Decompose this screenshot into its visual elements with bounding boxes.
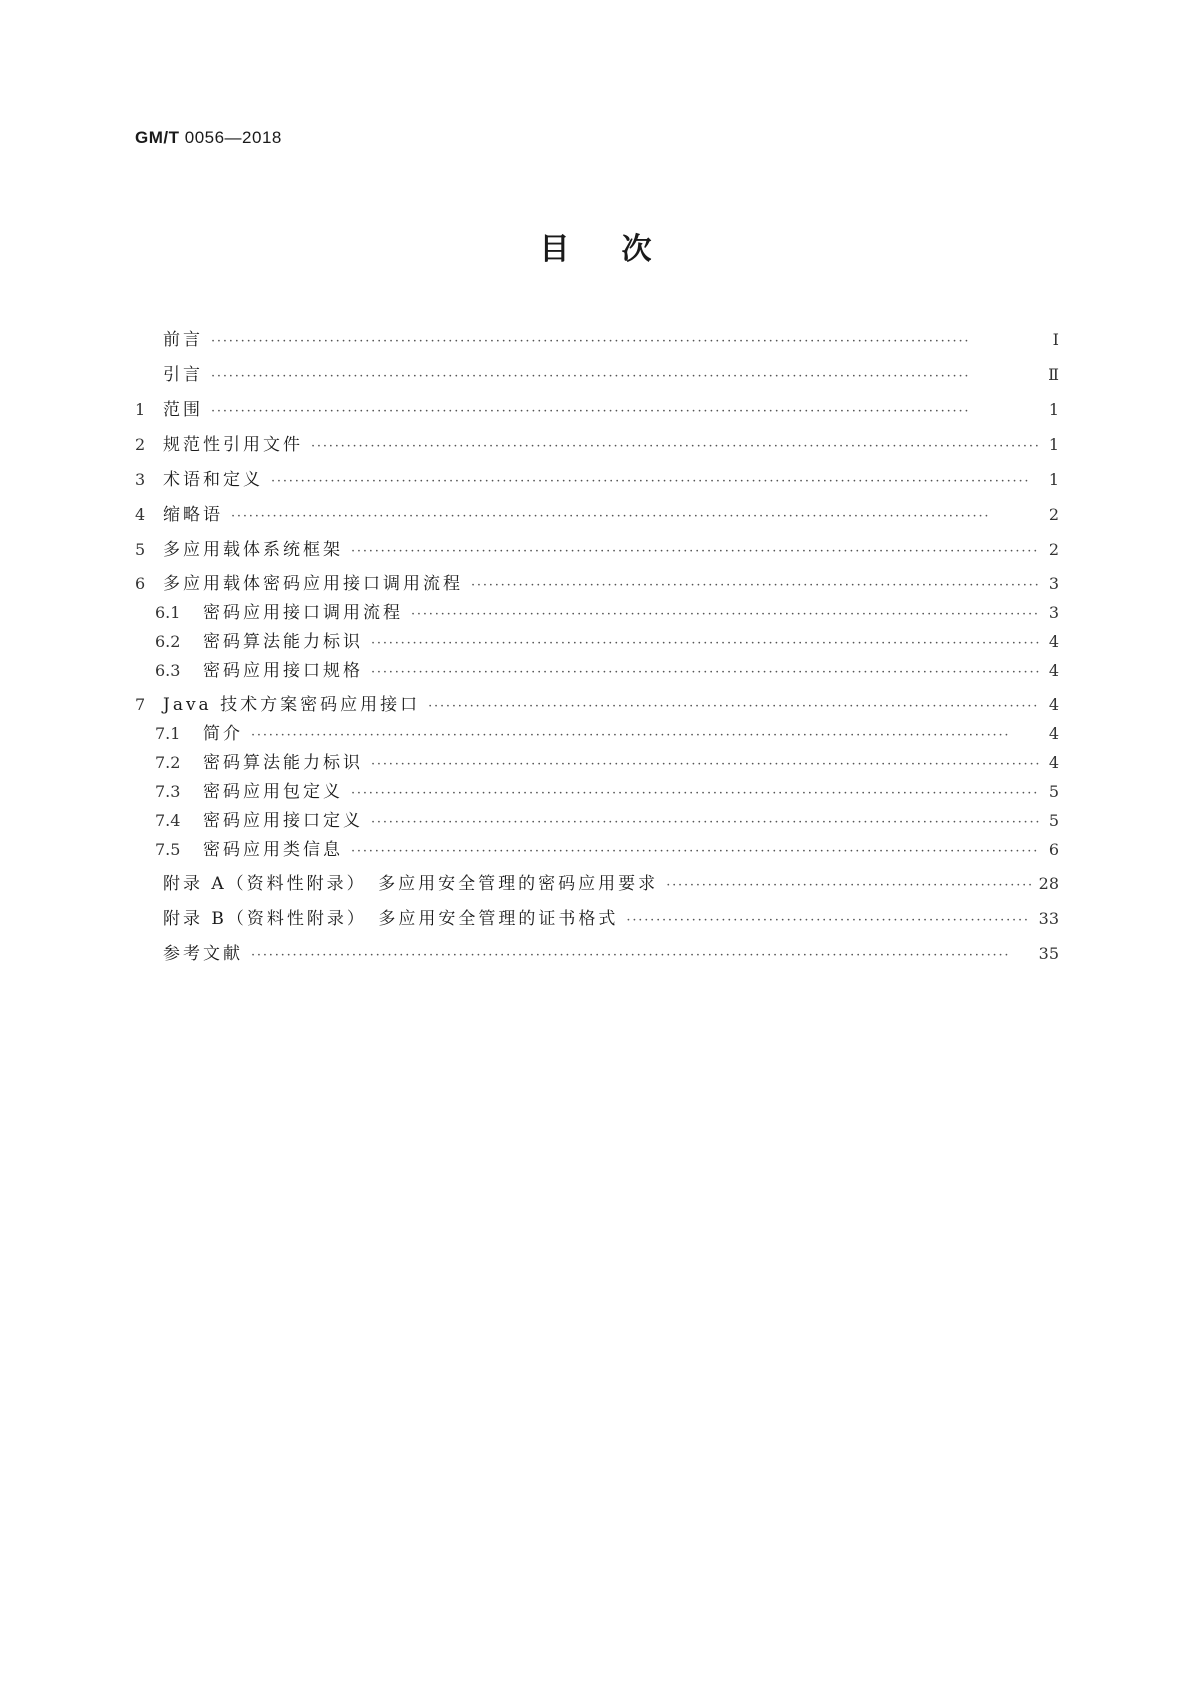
toc-entry-title: 密码应用类信息	[203, 840, 343, 860]
toc-entry-page: 3	[1048, 574, 1059, 593]
toc-subentry[interactable]	[155, 628, 1059, 656]
toc-entry[interactable]	[135, 431, 1059, 459]
toc-entry[interactable]	[135, 536, 1059, 564]
toc-entry-page: 1	[1048, 400, 1059, 419]
standard-prefix: GM/T	[135, 128, 180, 147]
toc-entry[interactable]	[135, 870, 1059, 898]
toc-entry-page: 1	[1048, 470, 1059, 489]
toc-entry-title: 密码应用接口规格	[203, 661, 363, 681]
toc-entry-title: 多应用载体系统框架	[163, 540, 343, 560]
toc-entry[interactable]	[135, 691, 1059, 719]
toc-entry-page: Ⅰ	[1052, 330, 1059, 349]
toc-entry-page: 5	[1048, 811, 1059, 830]
toc-entry-page: 3	[1048, 603, 1059, 622]
toc-entry-number: 2	[135, 435, 146, 454]
toc-entry-page: 5	[1048, 782, 1059, 801]
toc-entry-title: 附录 A（资料性附录） 多应用安全管理的密码应用要求	[163, 874, 659, 894]
toc-leader-dots	[626, 907, 1030, 935]
toc-leader-dots	[371, 809, 1039, 837]
toc-leader-dots	[271, 468, 1039, 496]
toc-subentry[interactable]	[155, 836, 1059, 864]
toc-entry-page: 4	[1048, 724, 1059, 743]
toc-subentry[interactable]	[155, 720, 1059, 748]
toc-leader-dots	[251, 942, 1031, 970]
toc-leader-dots	[428, 693, 1039, 721]
toc-leader-dots	[251, 722, 1039, 750]
toc-entry-number: 6	[135, 574, 146, 593]
toc-entry-title: 简介	[203, 724, 243, 744]
toc-leader-dots	[231, 503, 1039, 531]
toc-entry-number: 7	[135, 695, 146, 714]
document-header	[135, 128, 282, 148]
toc-subentry[interactable]	[155, 778, 1059, 806]
toc-entry-title: 规范性引用文件	[163, 435, 303, 455]
toc-subentry[interactable]	[155, 749, 1059, 777]
toc-leader-dots	[371, 659, 1039, 687]
toc-entry-number: 1	[135, 400, 146, 419]
toc-entry-number: 7.1	[155, 724, 181, 743]
toc-entry-number: 5	[135, 540, 146, 559]
toc-entry-number: 6.1	[155, 603, 181, 622]
toc-entry-number: 7.4	[155, 811, 181, 830]
toc-entry[interactable]	[135, 570, 1059, 598]
toc-entry[interactable]	[135, 940, 1059, 968]
toc-entry-number: 7.5	[155, 840, 181, 859]
toc-entry-page: 6	[1048, 840, 1059, 859]
toc-entry-page: 4	[1048, 661, 1059, 680]
toc-entry[interactable]	[135, 396, 1059, 424]
toc-entry[interactable]	[135, 466, 1059, 494]
toc-entry-page: 28	[1038, 874, 1059, 893]
toc-entry-page: 4	[1048, 695, 1059, 714]
toc-entry-number: 3	[135, 470, 146, 489]
toc-entry-title: 缩略语	[163, 505, 223, 525]
toc-entry-number: 7.2	[155, 753, 181, 772]
toc-entry-title: 前言	[163, 330, 203, 350]
toc-subentry[interactable]	[155, 807, 1059, 835]
toc-entry-title: 密码应用接口调用流程	[203, 603, 403, 623]
toc-entry-title: 引言	[163, 365, 203, 385]
toc-entry-number: 7.3	[155, 782, 181, 801]
toc-entry-title: Java 技术方案密码应用接口	[163, 695, 421, 715]
toc-leader-dots	[351, 780, 1039, 808]
standard-number: 0056—2018	[184, 128, 282, 147]
toc-leader-dots	[371, 751, 1039, 779]
toc-entry-page: 33	[1038, 909, 1059, 928]
toc-entry-title: 范围	[163, 400, 203, 420]
toc-entry-title: 密码算法能力标识	[203, 753, 363, 773]
toc-entry-number: 6.3	[155, 661, 181, 680]
toc-entry-number: 6.2	[155, 632, 181, 651]
toc-leader-dots	[211, 398, 1039, 426]
toc-leader-dots	[666, 872, 1030, 900]
toc-leader-dots	[411, 601, 1039, 629]
toc-subentry[interactable]	[155, 599, 1059, 627]
toc-subentry[interactable]	[155, 657, 1059, 685]
toc-entry-page: 1	[1048, 435, 1059, 454]
toc-entry-page: 2	[1048, 505, 1059, 524]
toc-leader-dots	[471, 572, 1039, 600]
toc-entry-page: 4	[1048, 753, 1059, 772]
toc-entry-title: 密码应用包定义	[203, 782, 343, 802]
toc-entry-title: 参考文献	[163, 944, 243, 964]
toc-entry[interactable]	[135, 326, 1059, 354]
toc-entry-title: 密码算法能力标识	[203, 632, 363, 652]
toc-entry-page: 4	[1048, 632, 1059, 651]
toc-entry-page: 35	[1038, 944, 1059, 963]
page-title: 目次	[539, 232, 704, 267]
toc-entry-title: 附录 B（资料性附录） 多应用安全管理的证书格式	[163, 909, 619, 929]
toc-entry-page: 2	[1048, 540, 1059, 559]
toc-entry-title: 术语和定义	[163, 470, 263, 490]
toc-leader-dots	[351, 538, 1039, 566]
toc-entry-title: 多应用载体密码应用接口调用流程	[163, 574, 463, 594]
toc-leader-dots	[351, 838, 1039, 866]
toc-leader-dots	[211, 328, 1039, 356]
toc-entry-number: 4	[135, 505, 146, 524]
toc-entry[interactable]	[135, 361, 1059, 389]
toc-leader-dots	[211, 363, 1039, 391]
toc-leader-dots	[371, 630, 1039, 658]
toc-entry-title: 密码应用接口定义	[203, 811, 363, 831]
toc-entry-page: Ⅱ	[1048, 365, 1059, 384]
toc-entry[interactable]	[135, 501, 1059, 529]
toc-entry[interactable]	[135, 905, 1059, 933]
toc-leader-dots	[311, 433, 1039, 461]
